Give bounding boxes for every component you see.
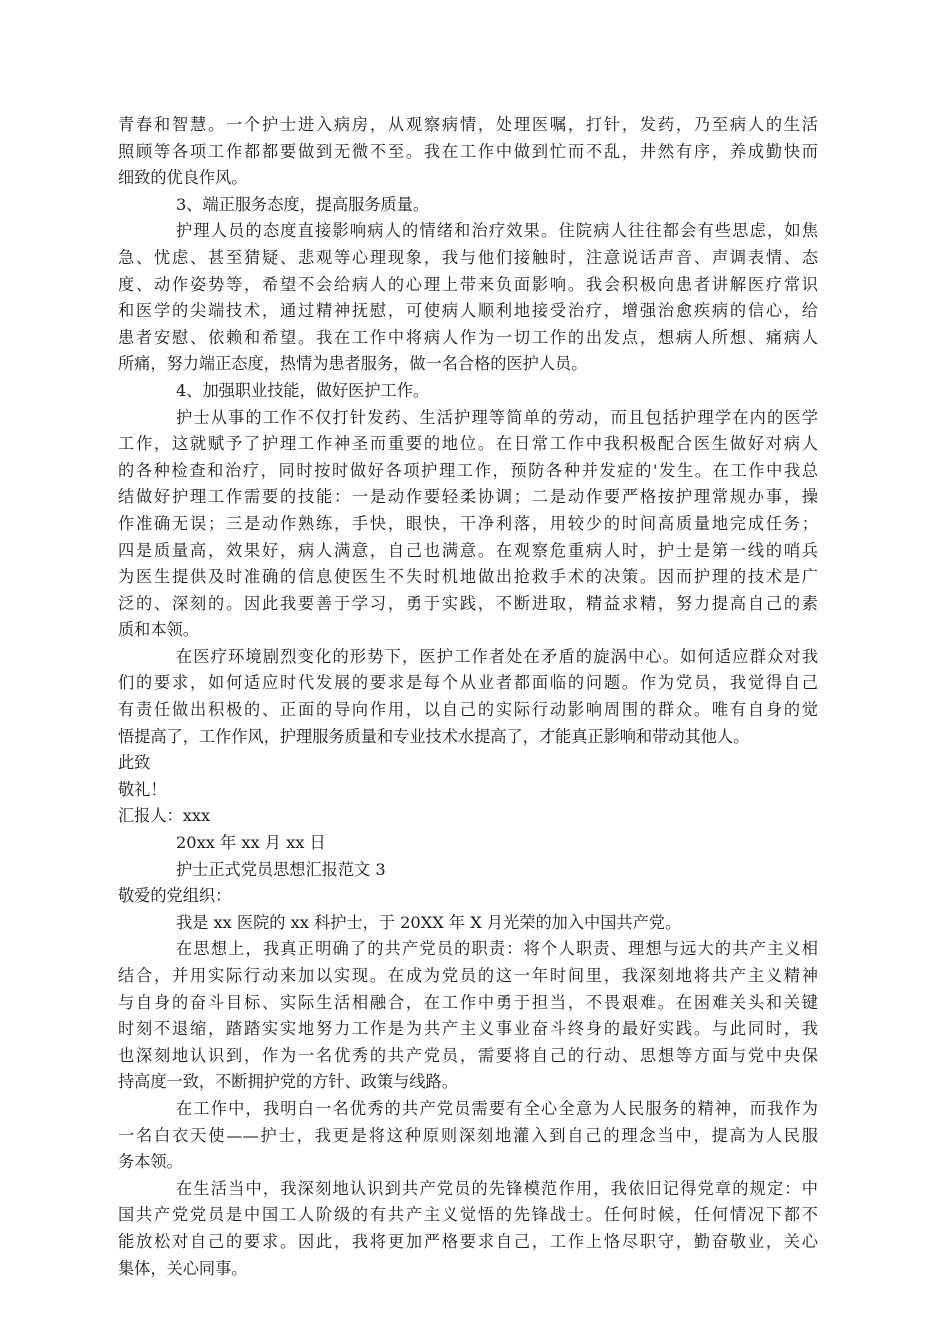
text-line: 的各种检查和治疗，同时按时做好各项护理工作，预防各种并发症的'发生。在工作中我总 (118, 460, 818, 480)
paragraph-p8 (118, 777, 818, 804)
text-line: 我是 xx 医院的 xx 科护士，于 20XX 年 X 月光荣的加入中国共产党。 (176, 912, 682, 932)
text-line: 在生活当中，我深刻地认识到共产党员的先锋模范作用，我依旧记得党章的规定：中 (176, 1178, 818, 1198)
text-line: 工作，这就赋予了护理工作神圣而重要的地位。在日常工作中我积极配合医生做好对病人 (118, 434, 818, 454)
paragraph-p3 (118, 218, 818, 378)
text-line: 在医疗环境剧烈变化的形势下，医护工作者处在矛盾的旋涡中心。如何适应群众对我 (176, 646, 818, 666)
text-line: 也深刻地认识到，作为一名优秀的共产党员，需要将自己的行动、思想等方面与党中央保 (118, 1045, 818, 1065)
paragraph-p14 (118, 936, 818, 1096)
text-line: 悟提高了，工作作风，护理服务质量和专业技术水提高了，才能真正影响和带动其他人。 (118, 726, 750, 746)
paragraph-p13 (118, 910, 818, 937)
paragraph-p2 (118, 192, 818, 219)
text-line: 细致的优良作风。 (118, 168, 248, 188)
text-line: 作准确无误；三是动作熟练，手快，眼快，干净利落，用较少的时间高质量地完成任务； (118, 513, 818, 533)
text-line: 结合，并用实际行动来加以实现。在成为党员的这一年时间里，我深刻地将共产主义精神 (118, 966, 818, 985)
text-line: 与自身的奋斗目标、实际生活相融合，在工作中勇于担当，不畏艰难。在困难关头和关键 (118, 992, 818, 1012)
text-line: 泛的、深刻的。因此我要善于学习，勇于实践，不断进取，精益求精，努力提高自己的素 (118, 593, 818, 613)
text-line: 四是质量高，效果好，病人满意，自己也满意。在观察危重病人时，护士是第一线的哨兵 (118, 540, 818, 560)
text-line: 敬爱的党组织： (118, 886, 232, 906)
text-line: 护士从事的工作不仅打针发药、生活护理等简单的劳动，而且包括护理学在内的医学 (176, 407, 818, 427)
text-line: 结做好护理工作需要的技能：一是动作要轻柔协调；二是动作要严格按护理常规办事，操 (118, 487, 818, 507)
paragraph-p1 (118, 112, 818, 192)
text-line: 照顾等各项工作都都要做到无微不至。我在工作中做到忙而不乱，井然有序，养成勤快而 (118, 141, 818, 161)
paragraph-p6 (118, 644, 818, 750)
text-line: 度、动作姿势等，希望不会给病人的心理上带来负面影响。我会积极向患者讲解医疗常识 (118, 274, 818, 294)
paragraph-p4 (118, 378, 818, 405)
paragraph-p16 (118, 1176, 818, 1282)
text-line: 有责任做出积极的、正面的导向作用，以自己的实际行动影响周围的群众。唯有自身的觉 (118, 700, 818, 720)
text-line: 一名白衣天使——护士，我更是将这种原则深刻地灌入到自己的理念当中，提高为人民服 (118, 1125, 818, 1145)
text-line: 所痛，努力端正态度，热情为患者服务，做一名合格的医护人员。 (118, 354, 588, 374)
paragraph-p15 (118, 1096, 818, 1176)
text-line: 务本领。 (118, 1152, 183, 1172)
text-line: 和医学的尖端技术，通过精神抚慰，可使病人顺利地接受治疗，增强治愈疾病的信心，给 (118, 301, 818, 321)
paragraph-p10 (118, 830, 818, 857)
text-line: 国共产党党员是中国工人阶级的有共产主义觉悟的先锋战士。任何时候，任何情况下都不 (118, 1205, 818, 1225)
paragraph-p12 (118, 883, 818, 910)
text-line: 时刻不退缩，踏踏实实地努力工作是为共产主义事业奋斗终身的最好实践。与此同时，我 (118, 1019, 818, 1039)
text-line: 青春和智慧。一个护士进入病房，从观察病情，处理医嘱，打针，发药，乃至病人的生活 (118, 115, 818, 134)
text-line: 在工作中，我明白一名优秀的共产党员需要有全心全意为人民服务的精神，而我作为 (176, 1098, 818, 1118)
text-line: 在思想上，我真正明确了的共产党员的职责：将个人职责、理想与远大的共产主义相 (176, 939, 818, 959)
text-line: 敬礼！ (118, 779, 167, 799)
text-line: 汇报人：xxx (118, 806, 211, 826)
text-line: 持高度一致，不断拥护党的方针、政策与线路。 (118, 1072, 458, 1092)
document-page (118, 112, 818, 1282)
text-line: 20xx 年 xx 月 xx 日 (176, 833, 326, 853)
paragraph-p11 (118, 857, 818, 884)
text-line: 质和本领。 (118, 620, 199, 640)
text-line: 护理人员的态度直接影响病人的情绪和治疗效果。住院病人往往都会有些思虑，如焦 (176, 221, 818, 241)
text-line: 们的要求，如何适应时代发展的要求是每个从业者都面临的问题。作为党员，我觉得自己 (118, 673, 818, 693)
text-line: 此致 (118, 753, 151, 773)
paragraph-p9 (118, 803, 818, 830)
text-line: 患者安慰、依赖和希望。我在工作中将病人作为一切工作的出发点，想病人所想、痛病人 (118, 327, 818, 347)
paragraph-p7 (118, 750, 818, 777)
text-line: 急、忧虑、甚至猜疑、悲观等心理现象，我与他们接触时，注意说话声音、声调表情、态 (118, 247, 818, 267)
text-line: 3、端正服务态度，提高服务质量。 (176, 194, 430, 214)
text-line: 集体，关心同事。 (118, 1258, 248, 1278)
text-line: 4、加强职业技能，做好医护工作。 (176, 380, 430, 400)
text-line: 能放松对自己的要求。因此，我将更加严格要求自己，工作上恪尽职守，勤奋敬业，关心 (118, 1231, 818, 1251)
text-line: 护士正式党员思想汇报范文 3 (176, 859, 386, 879)
paragraph-p5 (118, 405, 818, 644)
text-line: 为医生提供及时准确的信息使医生不失时机地做出抢救手术的决策。因而护理的技术是广 (118, 567, 818, 587)
